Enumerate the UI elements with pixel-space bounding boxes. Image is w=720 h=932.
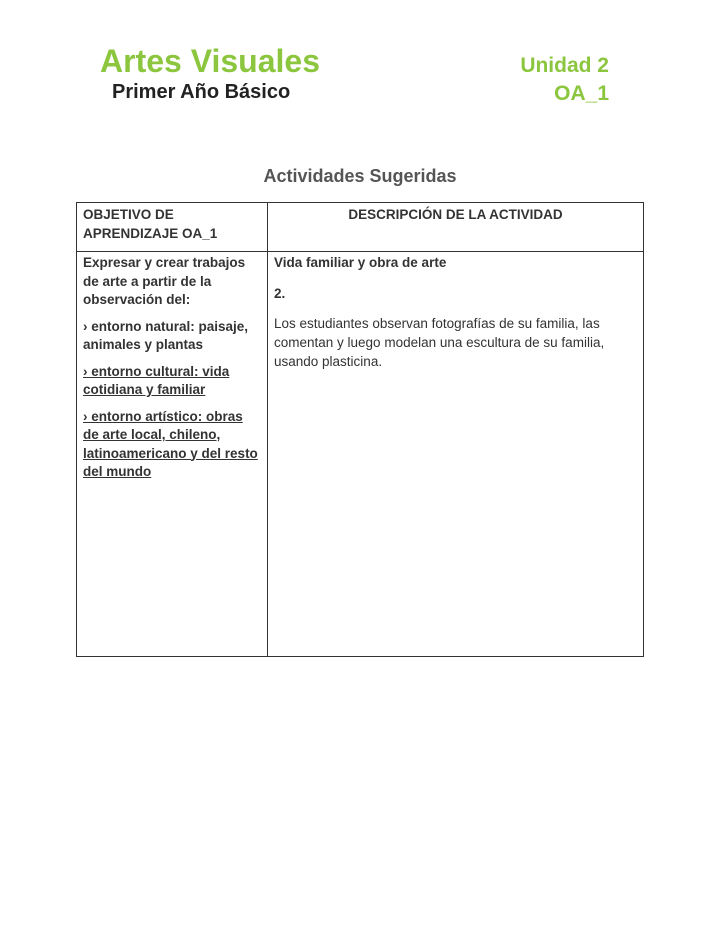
objective-item-cultural[interactable]: › entorno cultural: vida cotidiana y familiar — [83, 363, 230, 397]
header-right — [520, 53, 609, 107]
objective-cell — [77, 252, 268, 657]
activity-cell — [268, 252, 644, 657]
header-objective: OBJETIVO DE APRENDIZAJE OA_1 — [77, 203, 268, 252]
objective-item-artistic[interactable]: › entorno artístico: obras de arte local, chileno, latinoamericano y del resto del mundo — [83, 408, 258, 479]
activity-number: 2. — [274, 286, 286, 301]
section-title: Actividades Sugeridas — [263, 166, 457, 186]
table-row — [77, 252, 644, 657]
table-header-row — [77, 203, 644, 252]
unit-label: Unidad 2 — [520, 54, 609, 77]
header-left — [100, 42, 320, 104]
activity-title: Vida familiar y obra de arte — [274, 255, 447, 270]
activity-table — [76, 202, 644, 657]
objective-item-natural: › entorno natural: paisaje, animales y plantas — [83, 318, 249, 352]
page-title: Artes Visuales — [100, 43, 320, 79]
oa-label: OA_1 — [554, 82, 609, 105]
activity-description: Los estudiantes observan fotografías de su familia, las comentan y luego modelan una escultura de su familia, usando plasticina. — [274, 316, 605, 369]
header-activity-description: DESCRIPCIÓN DE LA ACTIVIDAD — [268, 203, 644, 252]
page-subtitle: Primer Año Básico — [112, 81, 291, 103]
objective-intro: Expresar y crear trabajos de arte a partir de la observación del: — [83, 255, 246, 307]
